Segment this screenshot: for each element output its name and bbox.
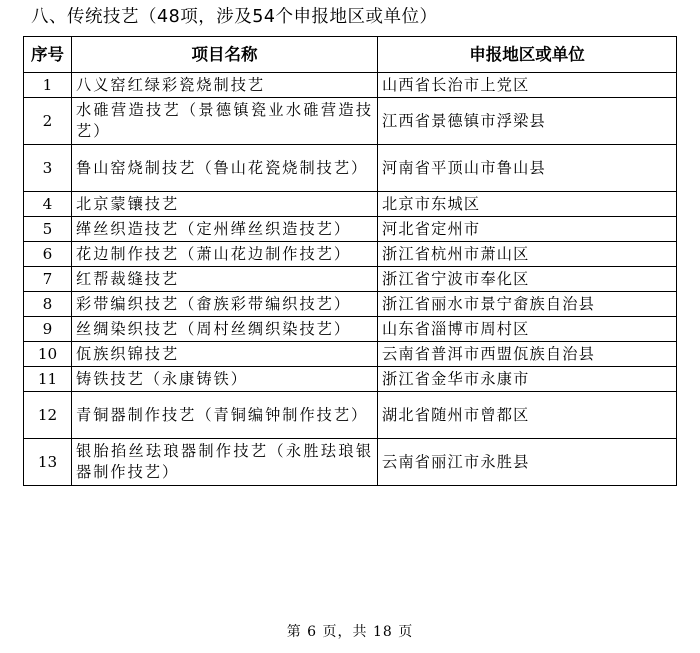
project-name: 缂丝织造技艺（定州缂丝织造技艺）	[72, 217, 378, 242]
table-row	[24, 192, 677, 217]
table-row	[24, 317, 677, 342]
row-number: 8	[24, 292, 72, 317]
table-row	[24, 392, 677, 439]
project-name: 花边制作技艺（萧山花边制作技艺）	[72, 242, 378, 267]
project-name: 北京蒙镶技艺	[72, 192, 378, 217]
row-number: 2	[24, 98, 72, 145]
region-name: 山东省淄博市周村区	[378, 317, 677, 342]
project-name: 红帮裁缝技艺	[72, 267, 378, 292]
table-row	[24, 98, 677, 145]
region-name: 山西省长治市上党区	[378, 73, 677, 98]
region-name: 浙江省金华市永康市	[378, 367, 677, 392]
project-name: 青铜器制作技艺（青铜编钟制作技艺）	[72, 392, 378, 439]
region-name: 浙江省杭州市萧山区	[378, 242, 677, 267]
project-name: 银胎掐丝珐琅器制作技艺（永胜珐琅银器制作技艺）	[72, 439, 378, 486]
project-name: 水碓营造技艺（景德镇瓷业水碓营造技艺）	[72, 98, 378, 145]
row-number: 5	[24, 217, 72, 242]
row-number: 12	[24, 392, 72, 439]
project-name: 佤族织锦技艺	[72, 342, 378, 367]
heritage-table	[23, 36, 677, 486]
table-row	[24, 242, 677, 267]
region-name: 河南省平顶山市鲁山县	[378, 145, 677, 192]
row-number: 3	[24, 145, 72, 192]
row-number: 9	[24, 317, 72, 342]
table-row	[24, 145, 677, 192]
row-number: 13	[24, 439, 72, 486]
region-name: 河北省定州市	[378, 217, 677, 242]
row-number: 7	[24, 267, 72, 292]
table-row	[24, 217, 677, 242]
header-region: 申报地区或单位	[378, 37, 677, 73]
project-name: 鲁山窑烧制技艺（鲁山花瓷烧制技艺）	[72, 145, 378, 192]
table-header-row	[24, 37, 677, 73]
project-name: 丝绸染织技艺（周村丝绸织染技艺）	[72, 317, 378, 342]
table-row	[24, 292, 677, 317]
header-serial: 序号	[24, 37, 72, 73]
section-heading: 八、传统技艺（48项，涉及54个申报地区或单位）	[31, 7, 438, 27]
region-name: 北京市东城区	[378, 192, 677, 217]
region-name: 江西省景德镇市浮梁县	[378, 98, 677, 145]
region-name: 湖北省随州市曾都区	[378, 392, 677, 439]
project-name: 八义窑红绿彩瓷烧制技艺	[72, 73, 378, 98]
table-row	[24, 367, 677, 392]
header-project-name: 项目名称	[72, 37, 378, 73]
region-name: 云南省普洱市西盟佤族自治县	[378, 342, 677, 367]
row-number: 11	[24, 367, 72, 392]
table-row	[24, 267, 677, 292]
project-name: 铸铁技艺（永康铸铁）	[72, 367, 378, 392]
table-row	[24, 439, 677, 486]
table-row	[24, 73, 677, 98]
row-number: 4	[24, 192, 72, 217]
page-footer: 第 6 页，共 18 页	[286, 624, 414, 640]
table-row	[24, 342, 677, 367]
region-name: 云南省丽江市永胜县	[378, 439, 677, 486]
row-number: 6	[24, 242, 72, 267]
region-name: 浙江省宁波市奉化区	[378, 267, 677, 292]
row-number: 10	[24, 342, 72, 367]
project-name: 彩带编织技艺（畲族彩带编织技艺）	[72, 292, 378, 317]
row-number: 1	[24, 73, 72, 98]
region-name: 浙江省丽水市景宁畲族自治县	[378, 292, 677, 317]
